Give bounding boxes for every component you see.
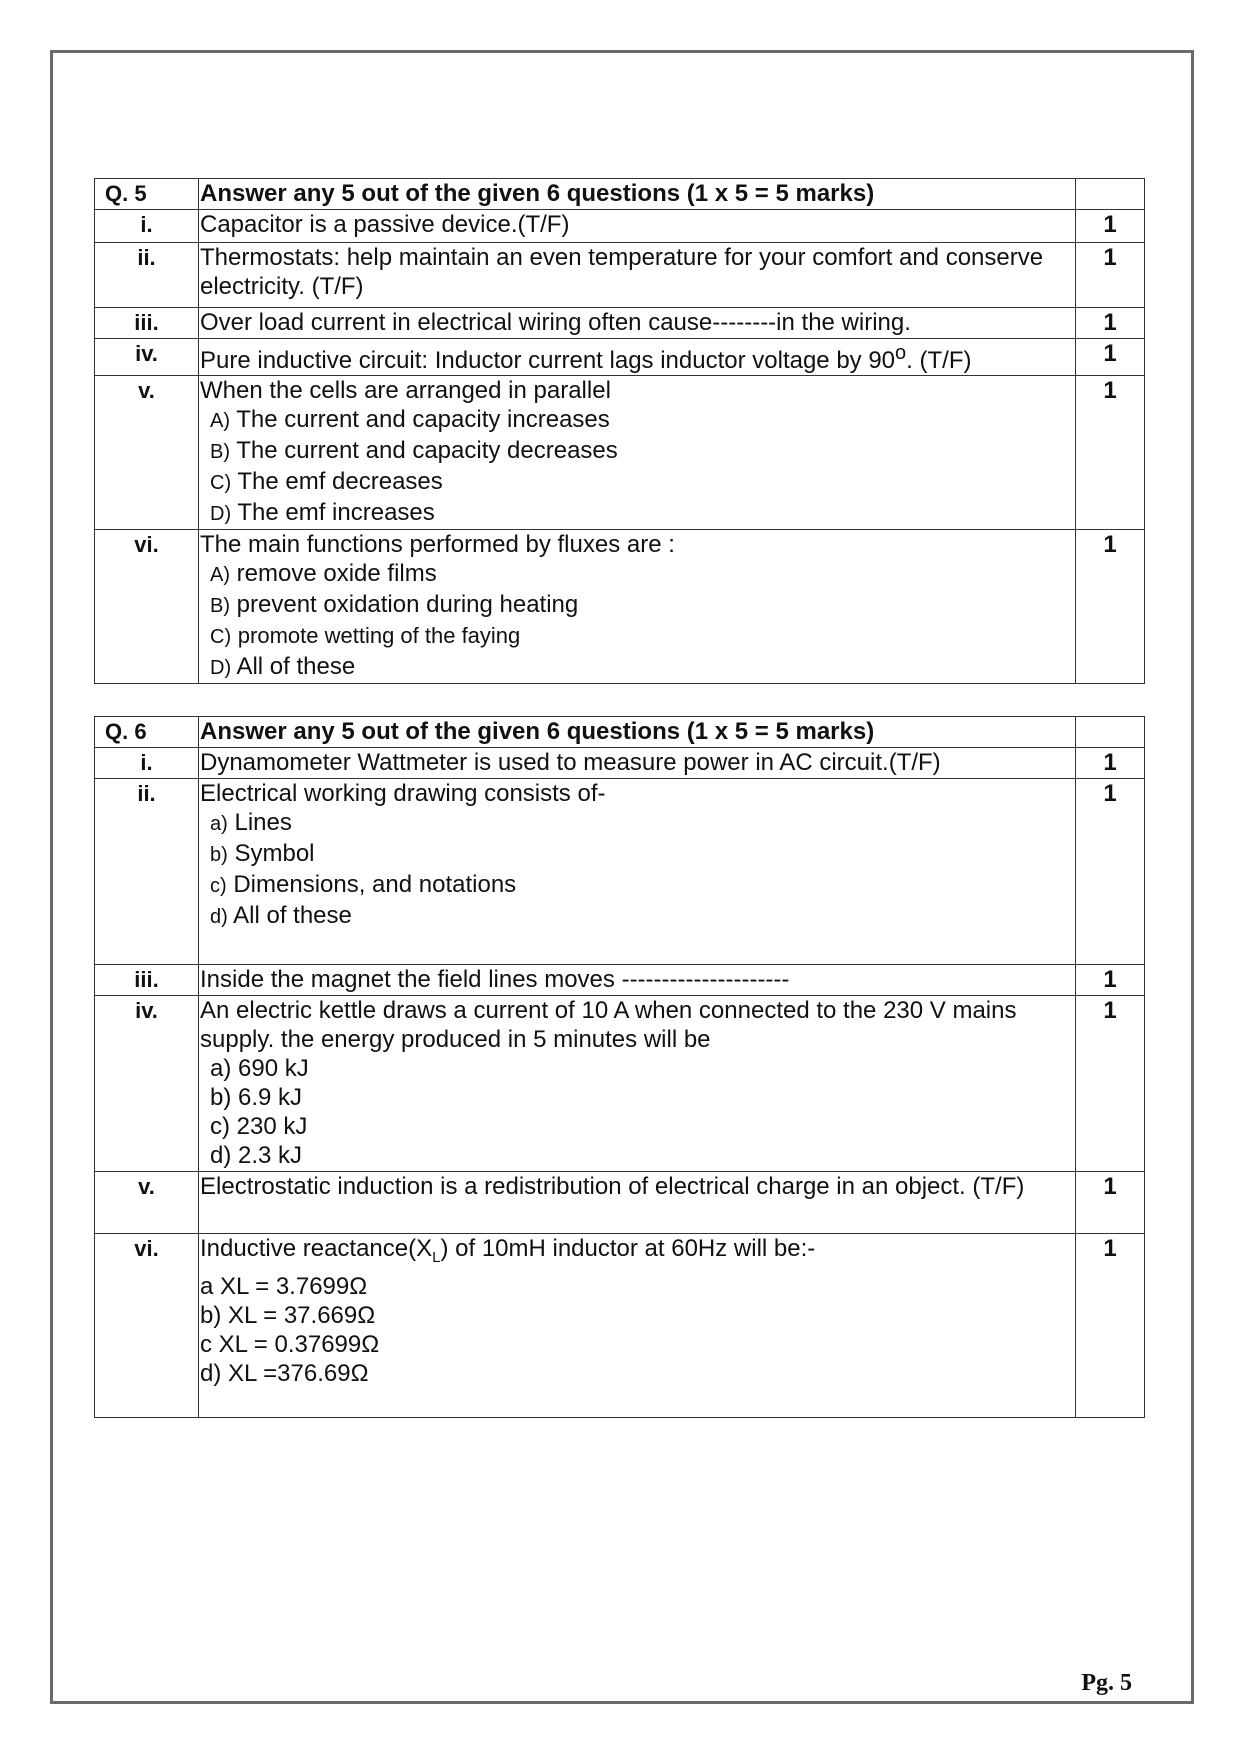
- q5-iii-num: iii.: [95, 308, 199, 339]
- option: [200, 652, 1074, 683]
- option-label: C): [210, 626, 232, 648]
- table-row: [95, 1234, 1145, 1418]
- option-text: All of these: [233, 902, 352, 929]
- q5-ii-text: Thermostats: help maintain an even temperature for your comfort and conserve electricity. (T/F): [199, 243, 1076, 308]
- q5-i-text: Capacitor is a passive device.(T/F): [199, 210, 1076, 243]
- option-text: 230 kJ: [236, 1113, 308, 1140]
- option: [200, 1112, 1074, 1141]
- q6-vi-subscript: L: [432, 1248, 441, 1266]
- q5-ii-num: ii.: [95, 243, 199, 308]
- option: b) XL = 37.669Ω: [200, 1301, 376, 1329]
- q5-ii-mark: 1: [1076, 243, 1145, 308]
- option-label: D): [210, 503, 232, 525]
- q6-ii-mark: 1: [1076, 779, 1145, 965]
- option-text: The emf decreases: [237, 468, 443, 495]
- q6-i-mark: 1: [1076, 748, 1145, 779]
- option: [200, 467, 1074, 498]
- q6-iii-mark: 1: [1076, 965, 1145, 996]
- option-label: A): [210, 564, 230, 586]
- table-row: [95, 530, 1145, 684]
- option-label: c): [210, 1113, 230, 1140]
- q6-label: Q. 6: [95, 717, 199, 748]
- option: [200, 559, 1074, 590]
- q5-header-row: [95, 179, 1145, 210]
- q6-i-text: Dynamometer Wattmeter is used to measure power in AC circuit.(T/F): [199, 748, 1076, 779]
- q5-vi-text: The main functions performed by fluxes are :: [200, 531, 675, 558]
- q5-iv-num: iv.: [95, 339, 199, 376]
- q6-iii-num: iii.: [95, 965, 199, 996]
- q6-v-mark: 1: [1076, 1172, 1145, 1234]
- q5-i-mark: 1: [1076, 210, 1145, 243]
- option-label: B): [210, 595, 230, 617]
- table-row: [95, 210, 1145, 243]
- q6-vi-text-before: Inductive reactance(X: [200, 1235, 433, 1262]
- q6-iv-mark: 1: [1076, 996, 1145, 1172]
- option: [200, 1083, 1074, 1112]
- q5-v-text: When the cells are arranged in parallel: [200, 377, 611, 404]
- q6-iv-cell: [199, 996, 1076, 1172]
- option-text: The current and capacity increases: [236, 406, 610, 433]
- q6-i-num: i.: [95, 748, 199, 779]
- q6-header-row: [95, 717, 1145, 748]
- option: [200, 436, 1074, 467]
- q5-iv-text-before: Pure inductive circuit: Inductor current lags inductor voltage by 90: [200, 347, 896, 374]
- table-row: [95, 376, 1145, 530]
- option: c XL = 0.37699Ω: [200, 1330, 380, 1358]
- q6-table: [94, 716, 1145, 1418]
- option: a XL = 3.7699Ω: [200, 1272, 368, 1300]
- option-text: All of these: [236, 653, 356, 680]
- table-row: [95, 965, 1145, 996]
- option-label: a): [210, 813, 228, 835]
- option-label: B): [210, 441, 230, 463]
- option-label: C): [210, 472, 232, 494]
- page-number: Pg. 5: [1081, 1670, 1132, 1696]
- option-label: d): [210, 906, 228, 928]
- option: [200, 590, 1074, 621]
- option: [200, 498, 1074, 529]
- q5-table: [94, 178, 1145, 684]
- option-label: D): [210, 657, 232, 679]
- q6-instruction: Answer any 5 out of the given 6 questions (1 x 5 = 5 marks): [199, 717, 1076, 748]
- option-text: prevent oxidation during heating: [236, 591, 579, 618]
- option: [200, 1141, 1074, 1170]
- q6-iv-num: iv.: [95, 996, 199, 1172]
- q6-vi-text-after: ) of 10mH inductor at 60Hz will be:-: [440, 1235, 816, 1262]
- option-label: b): [210, 1084, 232, 1111]
- q5-vi-mark: 1: [1076, 530, 1145, 684]
- q6-v-num: v.: [95, 1172, 199, 1234]
- q5-v-num: v.: [95, 376, 199, 530]
- table-row: [95, 339, 1145, 376]
- q5-iv-text-after: . (T/F): [906, 347, 972, 374]
- q6-vi-cell: [199, 1234, 1076, 1418]
- option-text: remove oxide films: [236, 560, 437, 587]
- table-row: [95, 779, 1145, 965]
- q6-ii-cell: [199, 779, 1076, 965]
- q5-iii-text: Over load current in electrical wiring often cause--------in the wiring.: [199, 308, 1076, 339]
- q6-vi-text: [200, 1234, 1074, 1272]
- q5-v-cell: [199, 376, 1076, 530]
- option-label: c): [210, 875, 227, 897]
- q5-iii-mark: 1: [1076, 308, 1145, 339]
- option-text: Lines: [234, 809, 292, 836]
- q5-v-mark: 1: [1076, 376, 1145, 530]
- q5-iv-text: [199, 339, 1076, 376]
- table-row: [95, 748, 1145, 779]
- q5-i-num: i.: [95, 210, 199, 243]
- table-row: [95, 308, 1145, 339]
- q5-instruction: Answer any 5 out of the given 6 questions (1 x 5 = 5 marks): [199, 179, 1076, 210]
- q6-iv-text: An electric kettle draws a current of 10 A when connected to the 230 V mains supply. the energy produced in 5 minutes will be: [200, 997, 1017, 1053]
- q5-label: Q. 5: [95, 179, 199, 210]
- q6-vi-num: vi.: [95, 1234, 199, 1418]
- option-text: 6.9 kJ: [238, 1084, 303, 1111]
- option: d) XL =376.69Ω: [200, 1359, 369, 1387]
- option-label: a): [210, 1055, 232, 1082]
- option: [200, 808, 1074, 839]
- option-text: Dimensions, and notations: [233, 871, 517, 898]
- q6-header-mark: [1076, 717, 1145, 748]
- option: [200, 405, 1074, 436]
- q6-vi-mark: 1: [1076, 1234, 1145, 1418]
- option-label: A): [210, 410, 230, 432]
- option: [200, 870, 1074, 901]
- option-text: The current and capacity decreases: [236, 437, 618, 464]
- table-row: [95, 996, 1145, 1172]
- q5-vi-num: vi.: [95, 530, 199, 684]
- option-label: d): [210, 1142, 232, 1169]
- option-text: 2.3 kJ: [238, 1142, 303, 1169]
- option-text: 690 kJ: [238, 1055, 309, 1082]
- q5-iv-superscript: o: [895, 342, 907, 364]
- q5-iv-mark: 1: [1076, 339, 1145, 376]
- option: [200, 839, 1074, 870]
- q6-v-text: Electrostatic induction is a redistribution of electrical charge in an object. (T/F): [199, 1172, 1076, 1234]
- option-text: promote wetting of the faying: [237, 623, 521, 648]
- option: [200, 621, 1074, 652]
- option-label: b): [210, 844, 228, 866]
- option: [200, 1054, 1074, 1083]
- q6-ii-num: ii.: [95, 779, 199, 965]
- table-row: [95, 243, 1145, 308]
- option: [200, 901, 1074, 932]
- q5-header-mark: [1076, 179, 1145, 210]
- q5-vi-cell: [199, 530, 1076, 684]
- q6-ii-text: Electrical working drawing consists of-: [200, 780, 606, 807]
- option-text: The emf increases: [237, 499, 435, 526]
- option-text: Symbol: [234, 840, 315, 867]
- q6-iii-text: Inside the magnet the field lines moves ---------------------: [199, 965, 1076, 996]
- table-row: [95, 1172, 1145, 1234]
